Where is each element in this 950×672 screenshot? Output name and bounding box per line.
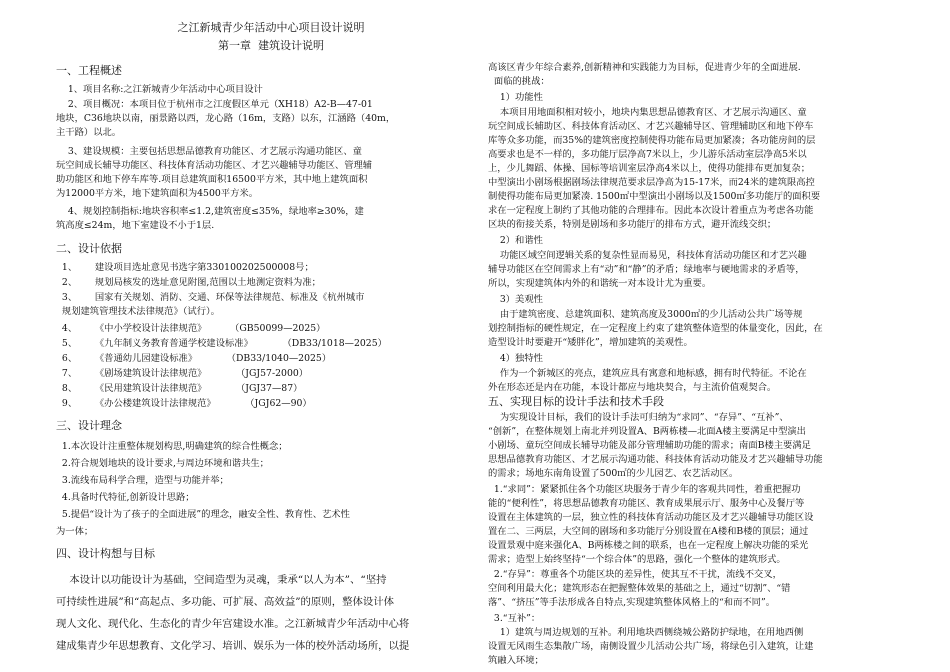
subheading-harmony: 2）和谐性 xyxy=(488,235,543,246)
concept-item: 1.本次设计注重整体规划构思,明确建筑的综合性概念； xyxy=(56,441,288,452)
text-line: 需求；造型上始终坚持“一个综合体”的思路，强化一个整体的建筑形式。 xyxy=(488,554,786,565)
text-line: 能的“便利性”，将思想品德教育功能区、教育成果展示厅、服务中心及餐厅等 xyxy=(488,498,805,509)
text-line: 的需求；场地东南角设置了500㎡的少儿园艺、农艺活动区。 xyxy=(488,468,739,479)
text-line: 上，少儿舞蹈、体操、国标等培训室层净高4米以上，使得功能排布更加复杂； xyxy=(488,163,811,174)
text-line: 为12000平方米，地下建筑面积为4500平方米。 xyxy=(56,188,258,199)
text-line: 库等众多功能，而35%的建筑密度控制使得功能布局更加紧凑；各功能房间的层 xyxy=(488,135,816,146)
text-line: 筑融入环境； xyxy=(488,655,544,666)
text-line: 区块的衔接关系，特别是剧场和多功能厅的排布方式，避开流线交织； xyxy=(488,219,777,230)
concept-item: 2.符合规划地块的设计要求,与周边环境和谐共生； xyxy=(56,458,269,469)
subheading-aesthetics: 3）美观性 xyxy=(488,294,543,305)
text-line: 小剧场、童玩空间成长辅导功能及部分管理辅助功能的需求；南面B楼主要满足 xyxy=(488,440,811,451)
reference-item: 9、 《办公楼建筑设计法律规范》 （JGJ62—90） xyxy=(56,398,312,409)
text-line: 1）建筑与周边规划的互补。利用地块西侧绕城公路防护绿地，在用地西侧 xyxy=(488,627,804,638)
text-line: 为实现设计目标，我们的设计手法可归纳为“求同”、“存异”、“互补”、 xyxy=(488,412,789,423)
reference-item: 3、 国家有关规划、消防、交通、环保等法律规范、标准及《杭州城市 xyxy=(56,292,365,303)
reference-item: 8、 《民用建筑设计法律规范》 （JGJ37—87） xyxy=(56,383,303,394)
text-line: 辅导功能区在空间需求上有“动”和“静”的矛盾；绿地率与硬地需求的矛盾等， xyxy=(488,264,805,275)
paragraph-line: 建成集青少年思想教育、文化学习、培训、娱乐为一体的校外活动场所，以提 xyxy=(56,640,410,652)
text-line: 造型设计时要避开“矮胖化”，增加建筑的美观性。 xyxy=(488,337,693,348)
concept-item: 5.提倡“设计为了孩子的全面进展”的理念，融安全性、教育性、艺术性 xyxy=(56,509,350,520)
section-heading-4: 四、设计构想与目标 xyxy=(56,547,155,560)
text-line: 主干路）以北。 xyxy=(56,127,122,138)
section-heading-1: 一、工程概述 xyxy=(56,64,122,77)
text-line: 高该区青少年综合素养,创新精神和实践能力为目标，促进青少年的全面进展. xyxy=(488,62,801,73)
text-line: 功能区域空间逻辑关系的复杂性显而易见，科技体育活动功能区和才艺兴趣 xyxy=(488,250,807,261)
text-line: 4、规划控制指标:地块容积率≤1.2,建筑密度≤35%，绿地率≥30%，建 xyxy=(56,206,364,217)
reference-item: 6、 《普通幼儿园建设标准》 （DB33/1040—2025） xyxy=(56,353,332,364)
reference-item: 4、 《中小学校设计法律规范》 （GB50099—2025） xyxy=(56,323,326,334)
chapter-title: 第一章 建筑设计说明 xyxy=(218,39,324,52)
text-line: 玩空间成长辅助区、科技体育活动区、才艺兴趣辅导区、管理辅助区和地下停车 xyxy=(488,121,814,132)
text-line: 高要求也是不一样的，多功能厅层净高7米以上，少儿游乐活动室层净高5米以 xyxy=(488,149,807,160)
reference-item: 规划建筑管理技术法律规范》（试行）。 xyxy=(56,306,220,317)
subheading-uniqueness: 4）独特性 xyxy=(488,353,543,364)
text-line: 地块，C36地块以南，丽景路以西，龙心路（16m，支路）以东，江涵路（40m， xyxy=(56,113,396,124)
text-line: 面临的挑战： xyxy=(488,76,550,87)
subheading-complement: 3.“互补”： xyxy=(488,613,541,624)
text-line: 1、项目名称:之江新城青少年活动中心项目设计 xyxy=(56,84,263,95)
paragraph-line: 可持续性进展”和“高起点、多功能、可扩展、高效益”的原则，整体设计体 xyxy=(56,596,395,608)
concept-item: 为一体； xyxy=(56,526,94,537)
text-line: 置在二、三两层，大空间的剧场和多功能厅分别设置在A楼和B楼的顶层；通过 xyxy=(488,526,809,537)
text-line: 作为一个新城区的亮点，建筑应具有寓意和地标感，拥有时代特征。不论在 xyxy=(488,368,807,379)
reference-item: 5、 《九年制义务教育普通学校建设标准》 （DB33/1018—2025） xyxy=(56,338,387,349)
text-line: 1.“求同”：紧紧抓住各个功能区块服务于青少年的客观共同性，着重把握功 xyxy=(488,484,801,495)
text-line: 中型演出小剧场根据剧场法律规范要求层净高为15-17米，而24米的建筑限高控 xyxy=(488,177,815,188)
text-line: 所以，实现建筑体内外的和谐统一对本设计尤为重要。 xyxy=(488,278,712,289)
text-line: “创新”，在整体规划上南北并列设置A、B两栋楼—北面A楼主要满足中型演出 xyxy=(488,426,806,437)
text-line: 本项目用地面积相对较小，地块内集思想品德教育区、才艺展示沟通区、童 xyxy=(488,107,807,118)
concept-item: 4.具备时代特征,创新设计思路； xyxy=(56,492,195,503)
section-heading-2: 二、设计依据 xyxy=(56,242,122,255)
text-line: 由于建筑密度、总建筑面积、建筑高度及3000㎡的少儿活动公共广场等规 xyxy=(488,309,803,320)
section-heading-3: 三、设计理念 xyxy=(56,419,122,432)
text-line: 制使得功能布局更加紧凑. 1500㎡中型演出小剧场以及1500㎡多功能厅的面积要 xyxy=(488,191,821,202)
reference-item: 2、 规划局核发的选址意见附图,范围以土地测定资料为准； xyxy=(56,277,321,288)
text-line: 设置无风雨生态集散广场，南侧设置少儿活动公共广场，将绿色引入建筑，让建 xyxy=(488,641,814,652)
paragraph-line: 现人文化、现代化、生态化的青少年宫建设水准。之江新城青少年活动中心将 xyxy=(56,618,410,630)
text-line: 求在一定程度上制约了其他功能的合理排布。因此本次设计着重点为考虑各功能 xyxy=(488,205,814,216)
text-line: 玩空间成长辅导功能区、科技体育活动功能区、才艺兴趣辅导功能区、管理辅 xyxy=(56,160,373,171)
text-line: 外在形态还是内在功能，本设计都应与地块契合，与主流价值观契合。 xyxy=(488,382,777,393)
concept-item: 3.流线布局科学合理，造型与功能并举； xyxy=(56,475,229,486)
text-line: 2.“存异”：尊重各个功能区块的差异性，使其互不干扰，流线不交叉， xyxy=(488,569,782,580)
paragraph-line: 本设计以功能设计为基础，空间造型为灵魂，秉承“以人为本”、“坚持 xyxy=(56,574,387,586)
text-line: 落”、“挤压”等手法形成各自特点,实现建筑整体风格上的“和而不同”。 xyxy=(488,597,776,608)
text-line: 筑高度≤24m，地下室建设不小于1层. xyxy=(56,220,215,231)
text-line: 2、项目概况：本项目位于杭州市之江度假区单元（XH18）A2-B—47-01 xyxy=(56,99,373,110)
text-line: 3、建设规模：主要包括思想品德教育功能区、才艺展示沟通功能区、童 xyxy=(56,146,362,157)
subheading-functionality: 1）功能性 xyxy=(488,92,543,103)
text-line: 划控制指标的硬性规定，在一定程度上约束了建筑整体造型的体量变化，因此，在 xyxy=(488,323,823,334)
document-title: 之江新城青少年活动中心项目设计说明 xyxy=(177,21,365,34)
reference-item: 7、 《剧场建筑设计法律规范》 （JGJ57-2000） xyxy=(56,368,309,379)
text-line: 助功能区和地下停车库等.项目总建筑面积16500平方米，其中地上建筑面积 xyxy=(56,174,368,185)
reference-item: 1、 建设项目选址意见书选字第330100202500008号； xyxy=(56,262,314,273)
text-line: 思想品德教育功能区、才艺展示沟通功能、科技体育活动功能及才艺兴趣辅导功能 xyxy=(488,454,823,465)
text-line: 空间利用最大化；建筑形态在把握整体效果的基础之上，通过“切割”、“错 xyxy=(488,583,791,594)
section-heading-5: 五、实现目标的设计手法和技术手段 xyxy=(488,395,664,408)
text-line: 设置景观中庭来强化A、B两栋楼之间的联系，也在一定程度上解决功能的采光 xyxy=(488,540,809,551)
text-line: 设置在主体建筑的一层，独立性的科技体育活动功能区及才艺兴趣辅导功能区设 xyxy=(488,512,814,523)
